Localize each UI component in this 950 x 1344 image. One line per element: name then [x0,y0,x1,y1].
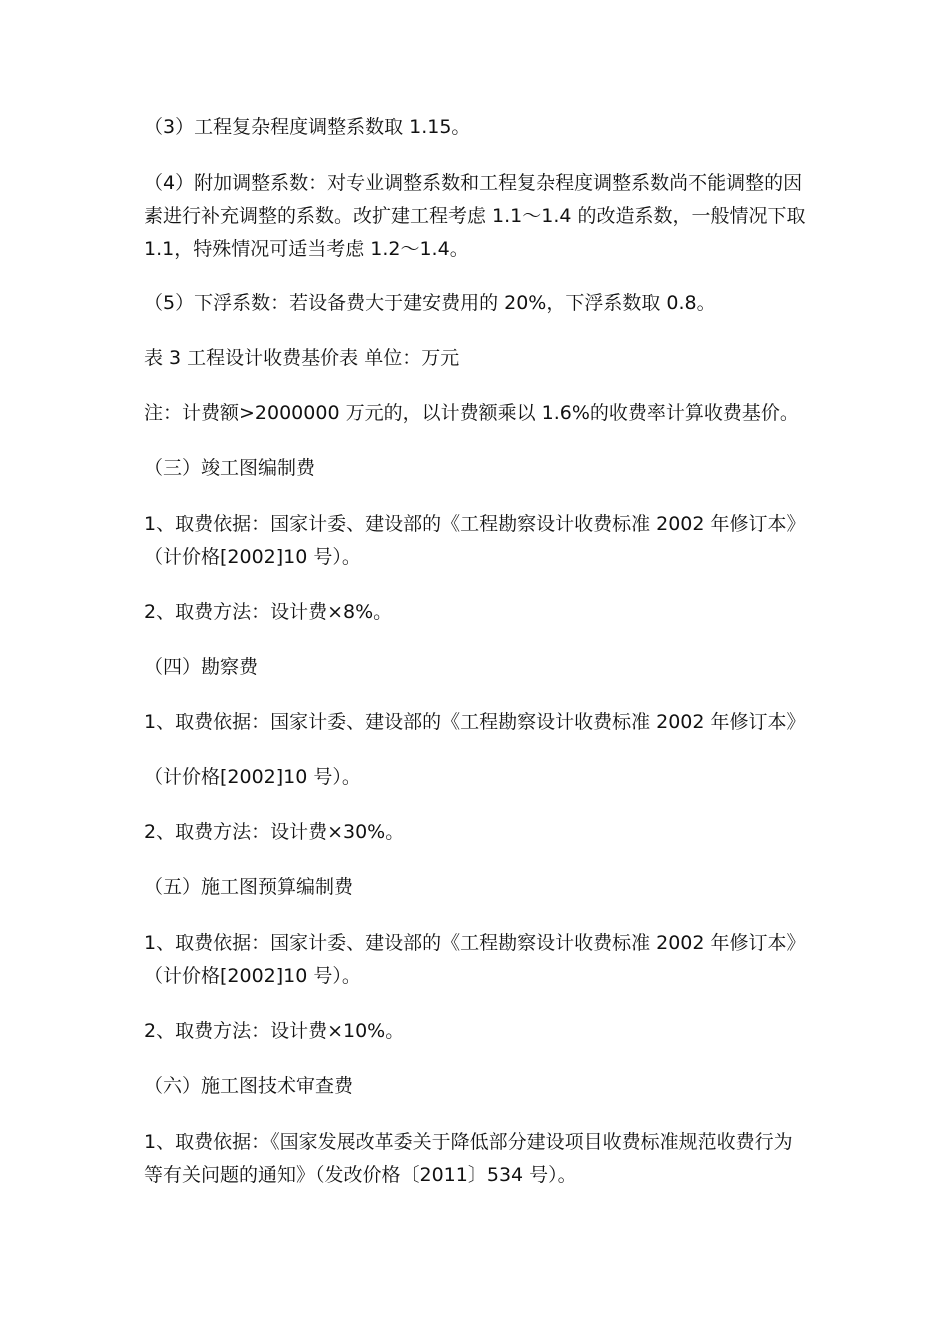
section-heading-technical-review-fee [144,1070,812,1103]
paragraph-fee-basis [144,1126,812,1192]
text-line: 1、取费依据：《国家发展改革委关于降低部分建设项目收费标准规范收费行为 [144,1131,793,1153]
text-line: 等有关问题的通知》（发改价格〔2011〕534 号）。 [144,1164,577,1186]
paragraph-fee-basis [144,927,812,993]
text-line: 2、取费方法：设计费×10%。 [144,1020,405,1042]
paragraph-fee-method [144,1015,812,1048]
text-line: 1.1，特殊情况可适当考虑 1.2～1.4。 [144,238,469,260]
paragraph-fee-method [144,596,812,629]
section-heading-as-built-drawing [144,452,812,485]
text-line: （四）勘察费 [144,656,259,678]
paragraph-additional-coefficient [144,167,812,266]
text-line: 1、取费依据：国家计委、建设部的《工程勘察设计收费标准 2002 年修订本》 [144,711,806,733]
text-line: 素进行补充调整的系数。改扩建工程考虑 1.1～1.4 的改造系数，一般情况下取 [144,205,806,227]
paragraph-fee-method [144,816,812,849]
text-line: （计价格[2002]10 号）。 [144,965,361,987]
text-line: （五）施工图预算编制费 [144,876,354,898]
paragraph-fee-basis-reference [144,761,812,794]
text-line: （3）工程复杂程度调整系数取 1.15。 [144,116,471,138]
text-line: （计价格[2002]10 号）。 [144,546,361,568]
paragraph-fee-basis [144,706,812,739]
paragraph-discount-coefficient [144,287,812,320]
text-line: 2、取费方法：设计费×30%。 [144,821,405,843]
text-line: （4）附加调整系数：对专业调整系数和工程复杂程度调整系数尚不能调整的因 [144,172,803,194]
text-line: （六）施工图技术审查费 [144,1075,354,1097]
text-line: （三）竣工图编制费 [144,457,316,479]
section-heading-survey-fee [144,651,812,684]
text-line: （计价格[2002]10 号）。 [144,766,361,788]
text-line: （5）下浮系数：若设备费大于建安费用的 20%，下浮系数取 0.8。 [144,292,716,314]
table-caption [144,342,812,375]
text-line: 2、取费方法：设计费×8%。 [144,601,393,623]
text-line: 1、取费依据：国家计委、建设部的《工程勘察设计收费标准 2002 年修订本》 [144,513,806,535]
text-line: 1、取费依据：国家计委、建设部的《工程勘察设计收费标准 2002 年修订本》 [144,932,806,954]
table-note [144,397,812,430]
text-line: 表 3 工程设计收费基价表 单位：万元 [144,347,460,369]
paragraph-complexity-coefficient [144,111,812,144]
section-heading-budget-fee [144,871,812,904]
paragraph-fee-basis [144,508,812,574]
text-line: 注：计费额>2000000 万元的，以计费额乘以 1.6%的收费率计算收费基价。 [144,402,799,424]
